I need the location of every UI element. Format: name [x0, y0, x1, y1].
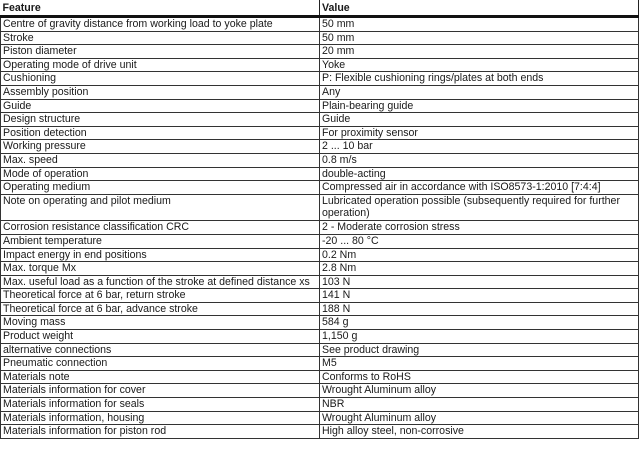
- feature-cell: Theoretical force at 6 bar, advance stroke: [1, 302, 320, 316]
- feature-cell: Design structure: [1, 113, 320, 127]
- value-cell: 2.8 Nm: [320, 262, 639, 276]
- value-cell: 188 N: [320, 302, 639, 316]
- feature-cell: alternative connections: [1, 343, 320, 357]
- value-cell: Any: [320, 85, 639, 99]
- value-cell: 0.2 Nm: [320, 248, 639, 262]
- value-cell: 50 mm: [320, 17, 639, 32]
- feature-cell: Working pressure: [1, 140, 320, 154]
- table-row: [1, 262, 639, 276]
- feature-cell: Mode of operation: [1, 167, 320, 181]
- table-row: [1, 85, 639, 99]
- value-cell: 2 ... 10 bar: [320, 140, 639, 154]
- value-cell: 1,150 g: [320, 330, 639, 344]
- table-row: [1, 72, 639, 86]
- table-row: [1, 248, 639, 262]
- feature-cell: Ambient temperature: [1, 234, 320, 248]
- table-row: [1, 194, 639, 221]
- value-cell: Compressed air in accordance with ISO8573-1:2010 [7:4:4]: [320, 181, 639, 195]
- table-row: [1, 343, 639, 357]
- value-cell: Plain-bearing guide: [320, 99, 639, 113]
- feature-cell: Product weight: [1, 330, 320, 344]
- feature-cell: Assembly position: [1, 85, 320, 99]
- table-row: [1, 126, 639, 140]
- value-cell: Conforms to RoHS: [320, 370, 639, 384]
- value-cell: Lubricated operation possible (subsequently required for further operation): [320, 194, 639, 221]
- value-cell: See product drawing: [320, 343, 639, 357]
- value-cell: Yoke: [320, 58, 639, 72]
- feature-cell: Stroke: [1, 31, 320, 45]
- header-feature: Feature: [1, 0, 320, 17]
- value-cell: 2 - Moderate corrosion stress: [320, 221, 639, 235]
- feature-cell: Cushioning: [1, 72, 320, 86]
- table-row: [1, 275, 639, 289]
- table-row: [1, 221, 639, 235]
- table-row: [1, 99, 639, 113]
- table-row: [1, 289, 639, 303]
- feature-cell: Impact energy in end positions: [1, 248, 320, 262]
- feature-cell: Materials information for piston rod: [1, 425, 320, 439]
- table-row: [1, 153, 639, 167]
- value-cell: For proximity sensor: [320, 126, 639, 140]
- feature-cell: Position detection: [1, 126, 320, 140]
- feature-cell: Max. torque Mx: [1, 262, 320, 276]
- feature-cell: Moving mass: [1, 316, 320, 330]
- feature-cell: Pneumatic connection: [1, 357, 320, 371]
- table-row: [1, 425, 639, 439]
- table-row: [1, 140, 639, 154]
- feature-cell: Materials information for seals: [1, 398, 320, 412]
- header-row: [1, 0, 639, 17]
- value-cell: Guide: [320, 113, 639, 127]
- feature-cell: Guide: [1, 99, 320, 113]
- table-row: [1, 167, 639, 181]
- value-cell: double-acting: [320, 167, 639, 181]
- header-value: Value: [320, 0, 639, 17]
- value-cell: M5: [320, 357, 639, 371]
- value-cell: 20 mm: [320, 45, 639, 59]
- table-row: [1, 316, 639, 330]
- table-row: [1, 370, 639, 384]
- feature-cell: Max. speed: [1, 153, 320, 167]
- table-row: [1, 31, 639, 45]
- value-cell: -20 ... 80 °C: [320, 234, 639, 248]
- table-row: [1, 234, 639, 248]
- feature-cell: Materials information, housing: [1, 411, 320, 425]
- table-row: [1, 411, 639, 425]
- spec-table-body: [1, 17, 639, 439]
- feature-cell: Centre of gravity distance from working load to yoke plate: [1, 17, 320, 32]
- table-row: [1, 45, 639, 59]
- feature-cell: Operating medium: [1, 181, 320, 195]
- table-row: [1, 330, 639, 344]
- feature-cell: Piston diameter: [1, 45, 320, 59]
- feature-cell: Materials note: [1, 370, 320, 384]
- table-row: [1, 398, 639, 412]
- table-row: [1, 113, 639, 127]
- value-cell: NBR: [320, 398, 639, 412]
- table-row: [1, 302, 639, 316]
- table-row: [1, 58, 639, 72]
- feature-cell: Note on operating and pilot medium: [1, 194, 320, 221]
- feature-cell: Operating mode of drive unit: [1, 58, 320, 72]
- table-row: [1, 17, 639, 32]
- value-cell: 0.8 m/s: [320, 153, 639, 167]
- value-cell: 103 N: [320, 275, 639, 289]
- value-cell: 50 mm: [320, 31, 639, 45]
- feature-cell: Max. useful load as a function of the stroke at defined distance xs: [1, 275, 320, 289]
- feature-cell: Theoretical force at 6 bar, return stroke: [1, 289, 320, 303]
- value-cell: P: Flexible cushioning rings/plates at both ends: [320, 72, 639, 86]
- table-row: [1, 384, 639, 398]
- value-cell: Wrought Aluminum alloy: [320, 384, 639, 398]
- feature-cell: Materials information for cover: [1, 384, 320, 398]
- feature-cell: Corrosion resistance classification CRC: [1, 221, 320, 235]
- value-cell: 141 N: [320, 289, 639, 303]
- value-cell: Wrought Aluminum alloy: [320, 411, 639, 425]
- value-cell: 584 g: [320, 316, 639, 330]
- table-row: [1, 357, 639, 371]
- value-cell: High alloy steel, non-corrosive: [320, 425, 639, 439]
- table-row: [1, 181, 639, 195]
